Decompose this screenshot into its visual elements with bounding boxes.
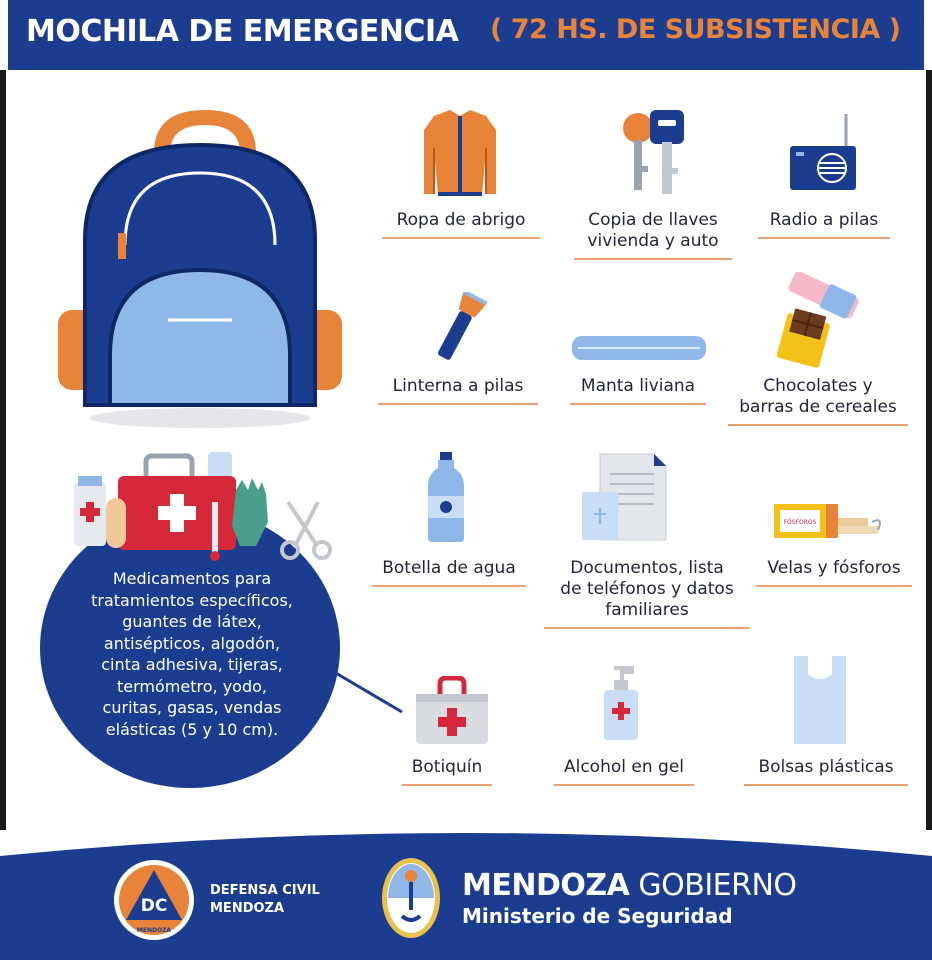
keys-icon [618,106,688,198]
item-label-line1: Copia de llaves [588,210,718,230]
item-underline [372,585,526,587]
hand-sanitizer-icon [600,666,640,742]
item-label-line3: familiares [605,600,689,620]
medical-line: termómetro, yodo, [117,676,267,696]
matches-icon [772,500,888,542]
item-alcohol-en-gel [554,757,694,786]
connector-line [330,668,410,718]
item-label: Velas y fósforos [767,558,901,578]
item-underline [744,784,908,786]
item-underline [756,585,912,587]
item-documentos [544,558,750,629]
medical-line: cinta adhesiva, tijeras, [101,655,283,674]
medical-line: tratamientos específicos, [91,590,293,610]
jacket-icon [420,108,500,198]
header-banner [8,0,924,70]
defensa-civil-logo [112,858,196,942]
medical-supplies-text [62,568,322,740]
item-underline [728,424,908,426]
first-aid-kit-icon [414,676,490,746]
dc-line2: MENDOZA [210,901,285,916]
plastic-bag-icon [792,654,848,746]
left-border [0,70,6,830]
item-label-line1: Chocolates y [763,376,873,396]
backpack-icon [50,105,350,435]
medical-line: antisépticos, algodón, [103,633,281,653]
item-label: Ropa de abrigo [396,210,526,230]
item-underline [554,784,694,786]
medical-supplies-icon [66,446,336,566]
item-underline [402,784,492,786]
right-border [926,70,932,830]
medical-line: curitas, gasas, vendas [102,698,282,717]
item-label-line2: vivienda y auto [587,231,719,251]
dc-badge-subtext: MENDOZA [136,927,172,934]
item-label: Manta liviana [580,376,696,396]
dc-line1: DEFENSA CIVIL [210,883,320,898]
item-label: Botiquín [411,757,483,777]
item-ropa-de-abrigo [382,210,540,239]
medical-line: elásticas (5 y 10 cm). [105,719,279,739]
item-label: Alcohol en gel [563,757,684,777]
radio-icon [788,112,858,192]
item-underline [570,403,706,405]
documents-icon [580,452,670,544]
item-manta-liviana [570,376,706,405]
matchbox-label: FÓSFOROS [783,519,817,526]
dc-badge-text: DC [140,896,168,916]
item-botella-de-agua [372,558,526,587]
medical-line: guantes de látex, [122,612,262,631]
item-chocolates [728,376,908,426]
water-bottle-icon [424,452,468,542]
item-velas-y-fosforos [756,558,912,587]
chocolate-bar-icon [775,272,861,370]
item-label: Radio a pilas [769,210,879,230]
item-label: Bolsas plásticas [758,757,894,777]
item-copia-de-llaves [574,210,732,260]
blanket-icon [570,332,708,362]
item-underline [378,403,538,405]
government-title [462,868,797,903]
flashlight-icon [430,292,490,364]
ministry-label: Ministerio de Seguridad [462,904,733,928]
item-bolsas-plasticas [744,757,908,786]
item-label-line2: barras de cereales [739,397,897,417]
gov-title-rest: GOBIERNO [629,868,797,903]
item-underline [382,237,540,239]
page-title: MOCHILA DE EMERGENCIA [26,14,459,49]
item-underline [758,237,890,239]
item-label: Linterna a pilas [392,376,524,396]
item-label-line1: Documentos, lista [570,558,724,578]
item-label: Botella de agua [382,558,516,578]
page-subtitle: ( 72 HS. DE SUBSISTENCIA ) [490,14,901,45]
defensa-civil-label [210,882,320,918]
item-underline [574,258,732,260]
item-label-line2: de teléfonos y datos [560,579,734,599]
item-linterna-a-pilas [378,376,538,405]
gov-title-bold: MENDOZA [462,868,630,903]
item-underline [544,627,750,629]
item-radio-a-pilas [758,210,890,239]
item-botiquin [402,757,492,786]
medical-line: Medicamentos para [112,569,272,588]
mendoza-coat-of-arms-icon [380,852,442,940]
